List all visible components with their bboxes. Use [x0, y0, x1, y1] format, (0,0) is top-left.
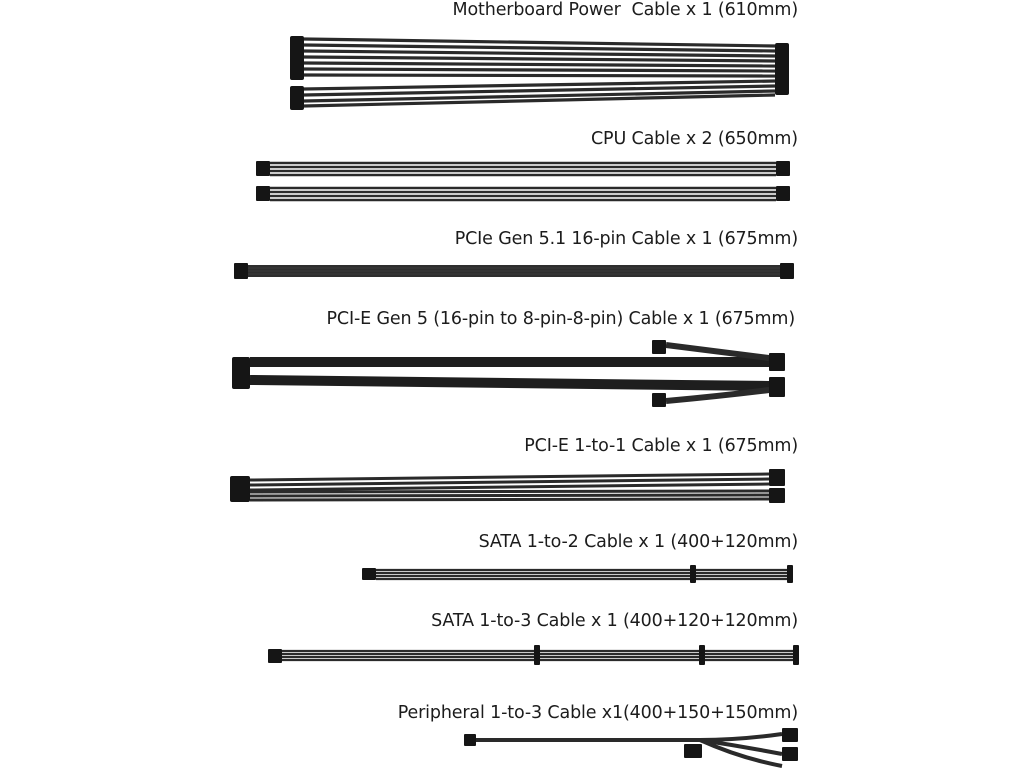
- motherboard-power-cable: [290, 36, 789, 110]
- pcie-gen5-split-cable: [232, 340, 785, 407]
- cable-label-peripheral: Peripheral 1-to-3 Cable x1(400+150+150mm): [397, 703, 798, 723]
- pcie-gen51-cable: [234, 263, 794, 279]
- cable-label-motherboard: Motherboard Power Cable x 1 (610mm): [452, 0, 798, 20]
- cable-label-pcie-gen51: PCIe Gen 5.1 16-pin Cable x 1 (675mm): [454, 229, 798, 249]
- connector-left-bottom: [290, 86, 304, 110]
- sata-1to3-cable: [268, 645, 799, 665]
- cpu-cable-1: [256, 161, 790, 176]
- pcie-1to1-cable: [230, 469, 785, 503]
- connector-left-top: [290, 36, 304, 80]
- cable-label-pcie-gen5-split: PCI-E Gen 5 (16-pin to 8-pin-8-pin) Cable x 1 (675mm): [326, 309, 795, 329]
- connector-right: [775, 43, 789, 95]
- peripheral-1to3-cable: [464, 728, 798, 766]
- cpu-cable-2: [256, 186, 790, 201]
- sata-1to2-cable: [362, 565, 793, 583]
- cable-label-pcie-1to1: PCI-E 1-to-1 Cable x 1 (675mm): [524, 436, 798, 456]
- cable-label-sata-1to2: SATA 1-to-2 Cable x 1 (400+120mm): [478, 532, 798, 552]
- cable-label-cpu: CPU Cable x 2 (650mm): [590, 129, 798, 149]
- cable-label-sata-1to3: SATA 1-to-3 Cable x 1 (400+120+120mm): [431, 611, 798, 631]
